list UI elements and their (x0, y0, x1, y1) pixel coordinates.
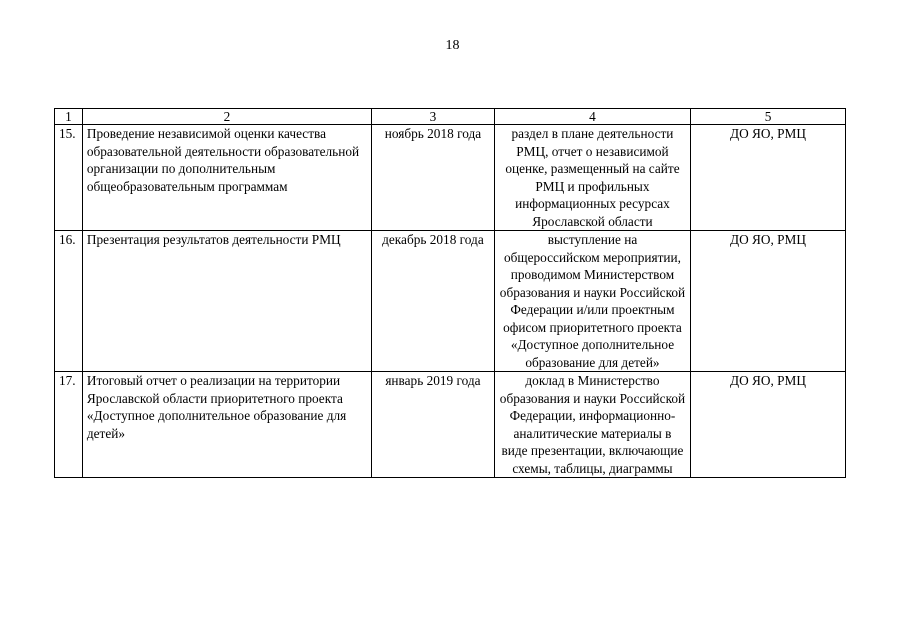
expected-result: раздел в плане деятельности РМЦ, отчет о независимой оценке, размещенный на сайте РМЦ и профильных информационных ресурсах Ярославской области (494, 125, 690, 231)
deadline: ноябрь 2018 года (372, 125, 495, 231)
table-header-row (55, 109, 846, 125)
expected-result: доклад в Министерство образования и науки Российской Федерации, информационно-аналитические материалы в виде презентации, включающие схемы, таблицы, диаграммы (494, 372, 690, 478)
responsible: ДО ЯО, РМЦ (691, 231, 846, 372)
column-header-2: 2 (82, 109, 371, 125)
row-number: 15. (55, 125, 83, 231)
table-row (55, 231, 846, 372)
row-number: 16. (55, 231, 83, 372)
deadline: декабрь 2018 года (372, 231, 495, 372)
column-header-1: 1 (55, 109, 83, 125)
responsible: ДО ЯО, РМЦ (691, 125, 846, 231)
page-number: 18 (445, 38, 460, 53)
deadline: январь 2019 года (372, 372, 495, 478)
column-header-4: 4 (494, 109, 690, 125)
column-header-3: 3 (372, 109, 495, 125)
expected-result: выступление на общероссийском мероприятии, проводимом Министерством образования и науки Российской Федерации и/или проектным офисом приоритетного проекта «Доступное дополнительное образование для детей» (494, 231, 690, 372)
event-description: Презентация результатов деятельности РМЦ (82, 231, 371, 372)
responsible: ДО ЯО, РМЦ (691, 372, 846, 478)
event-description: Проведение независимой оценки качества образовательной деятельности образовательной организации по дополнительным общеобразовательным программам (82, 125, 371, 231)
activity-plan-table (54, 108, 846, 478)
table-row (55, 372, 846, 478)
row-number: 17. (55, 372, 83, 478)
column-header-5: 5 (691, 109, 846, 125)
table-row (55, 125, 846, 231)
event-description: Итоговый отчет о реализации на территории Ярославской области приоритетного проекта «Доступное дополнительное образование для детей» (82, 372, 371, 478)
